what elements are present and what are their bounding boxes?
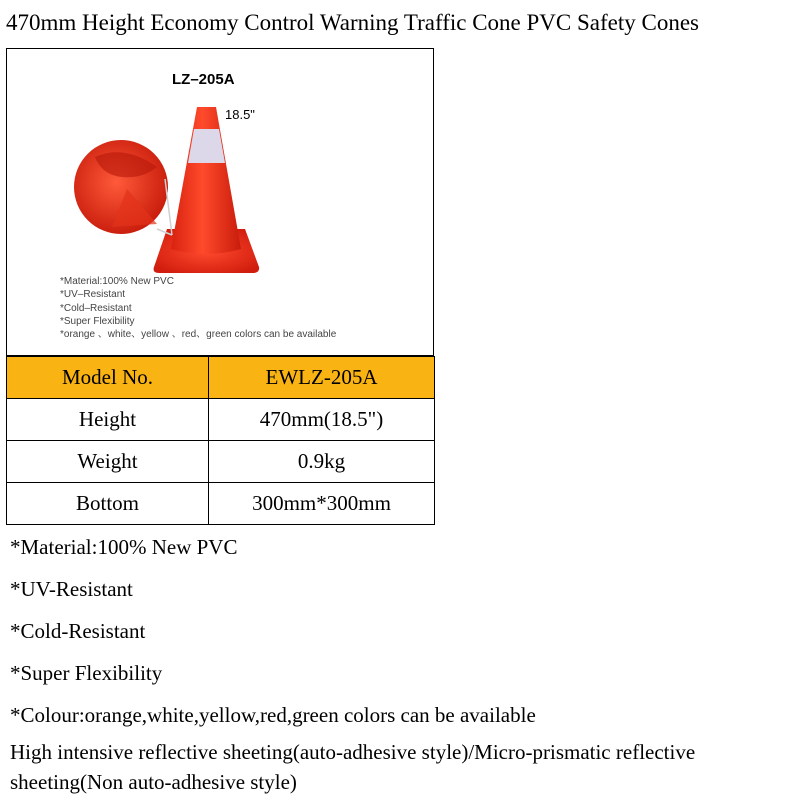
spec-row [7, 441, 435, 483]
image-note: *Cold–Resistant [60, 302, 132, 314]
spec-value: 300mm*300mm [209, 483, 435, 525]
spec-header-value: EWLZ-205A [209, 357, 435, 399]
image-notes [60, 275, 336, 341]
feature-item: *Cold-Resistant [10, 619, 146, 643]
image-height-label: 18.5" [225, 107, 255, 122]
image-note: *Material:100% New PVC [60, 276, 174, 287]
sheeting-description: High intensive reflective sheeting(auto-adhesive style)/Micro-prismatic reflective sheeting(Non auto-adhesive style) [10, 740, 696, 794]
spec-value: 470mm(18.5") [209, 399, 435, 441]
spec-label: Bottom [7, 483, 209, 525]
spec-row [7, 399, 435, 441]
feature-item: *UV-Resistant [10, 577, 133, 601]
image-note: *UV–Resistant [60, 289, 126, 301]
feature-item: *Super Flexibility [10, 661, 163, 685]
feature-item: *Colour:orange,white,yellow,red,green colors can be available [10, 703, 536, 727]
spec-header-row [7, 357, 435, 399]
spec-value: 0.9kg [209, 441, 435, 483]
spec-header-label: Model No. [7, 357, 209, 399]
image-model-label: LZ–205A [172, 71, 235, 88]
feature-list [10, 533, 536, 743]
spec-label: Weight [7, 441, 209, 483]
image-note: *orange 、white、yellow 、red、green colors can be available [60, 329, 337, 341]
spec-label: Height [7, 399, 209, 441]
product-image [6, 48, 434, 356]
spec-row [7, 483, 435, 525]
page-title: 470mm Height Economy Control Warning Traffic Cone PVC Safety Cones [6, 10, 700, 35]
reflective-band [188, 129, 225, 163]
spec-table [6, 356, 435, 525]
image-note: *Super Flexibility [60, 315, 135, 327]
feature-item: *Material:100% New PVC [10, 535, 238, 559]
